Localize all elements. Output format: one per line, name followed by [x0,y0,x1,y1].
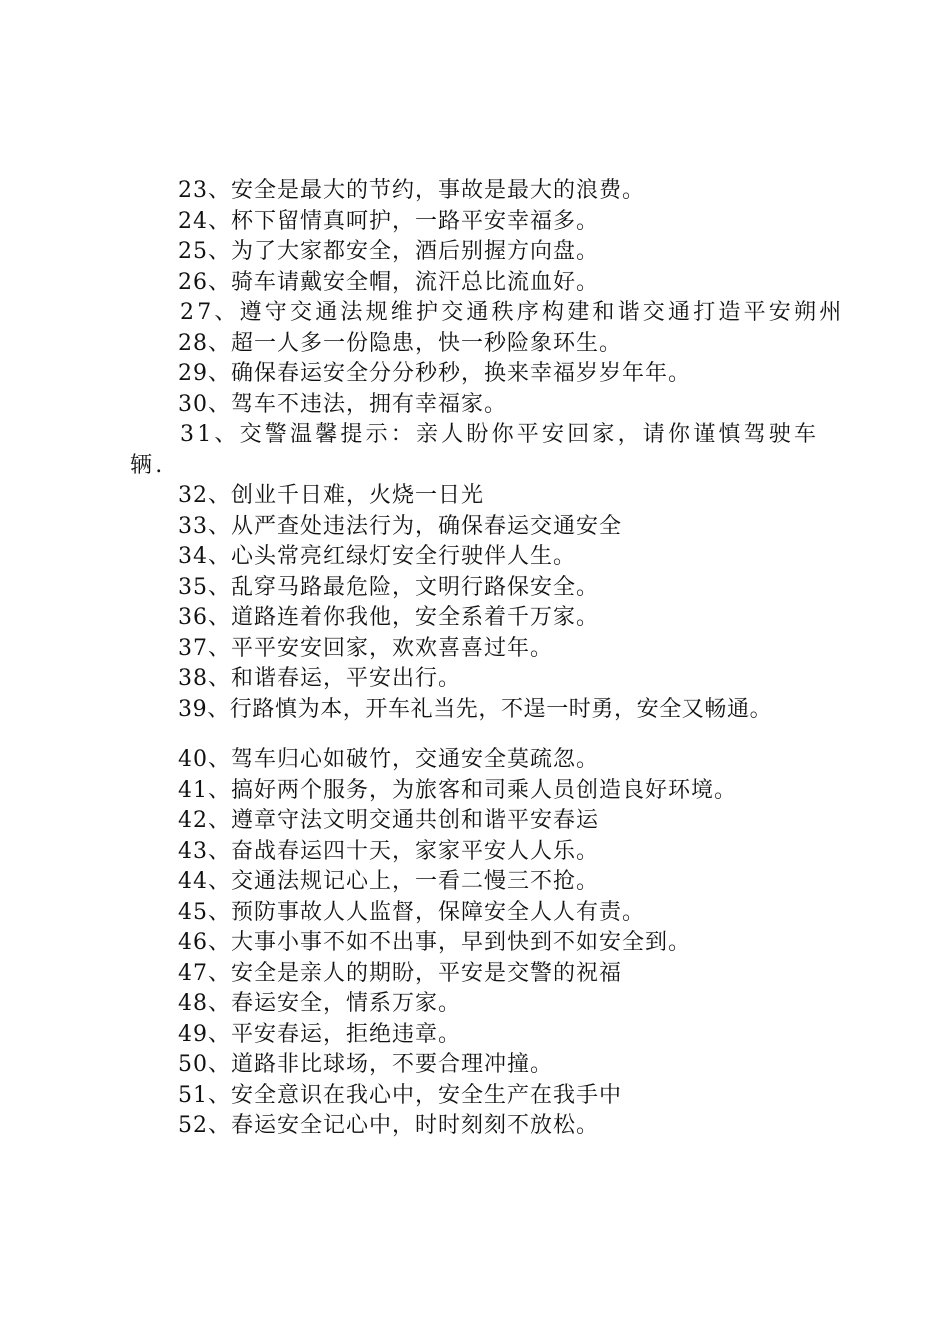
list-item: 52、春运安全记心中，时时刻刻不放松。 [178,1113,599,1138]
list-item: 23、安全是最大的节约，事故是最大的浪费。 [178,178,645,203]
list-item: 43、奋战春运四十天，家家平安人人乐。 [178,838,599,864]
list-item: 41、搞好两个服务，为旅客和司乘人员创造良好环境。 [178,777,737,803]
list-item: 29、确保春运安全分分秒秒，换来幸福岁岁年年。 [178,361,691,386]
list-item: 37、平平安安回家，欢欢喜喜过年。 [178,635,553,661]
list-item: 47、安全是亲人的期盼，平安是交警的祝福 [178,960,622,986]
list-item: 31、交警温馨提示：亲人盼你平安回家，请你谨慎驾驶车辆. [130,422,820,478]
list-item: 48、春运安全，情系万家。 [178,991,461,1016]
list-item: 49、平安春运，拒绝违章。 [178,1021,461,1047]
paragraph-gap [130,725,845,745]
list-item: 50、道路非比球场，不要合理冲撞。 [178,1052,553,1077]
list-item: 30、驾车不违法，拥有幸福家。 [178,391,507,417]
list-item: 32、创业千日难，火烧一日光 [178,483,484,508]
slogan-list [130,176,845,1142]
list-item: 36、道路连着你我他，安全系着千万家。 [178,605,599,630]
list-item: 45、预防事故人人监督，保障安全人人有责。 [178,899,645,925]
list-item: 34、心头常亮红绿灯安全行驶伴人生。 [178,544,576,569]
list-item: 28、超一人多一份隐患，快一秒险象环生。 [178,330,622,356]
list-item: 39、行路慎为本，开车礼当先，不逞一时勇，安全又畅通。 [178,696,773,722]
list-item: 38、和谐春运，平安出行。 [178,666,461,691]
list-item: 33、从严查处违法行为，确保春运交通安全 [178,513,622,539]
list-item: 44、交通法规记心上，一看二慢三不抢。 [178,869,599,894]
list-item: 46、大事小事不如不出事，早到快到不如安全到。 [178,930,691,955]
list-item: 26、骑车请戴安全帽，流汗总比流血好。 [178,269,599,295]
list-item: 24、杯下留情真呵护，一路平安幸福多。 [178,208,599,234]
list-item: 27、遵守交通法规维护交通秩序构建和谐交通打造平安朔州 [180,300,845,325]
list-item: 51、安全意识在我心中，安全生产在我手中 [178,1082,622,1108]
list-item: 35、乱穿马路最危险，文明行路保安全。 [178,574,599,600]
list-item: 40、驾车归心如破竹，交通安全莫疏忽。 [178,747,599,772]
list-item: 42、遵章守法文明交通共创和谐平安春运 [178,808,599,833]
list-item: 25、为了大家都安全，酒后别握方向盘。 [178,239,599,264]
